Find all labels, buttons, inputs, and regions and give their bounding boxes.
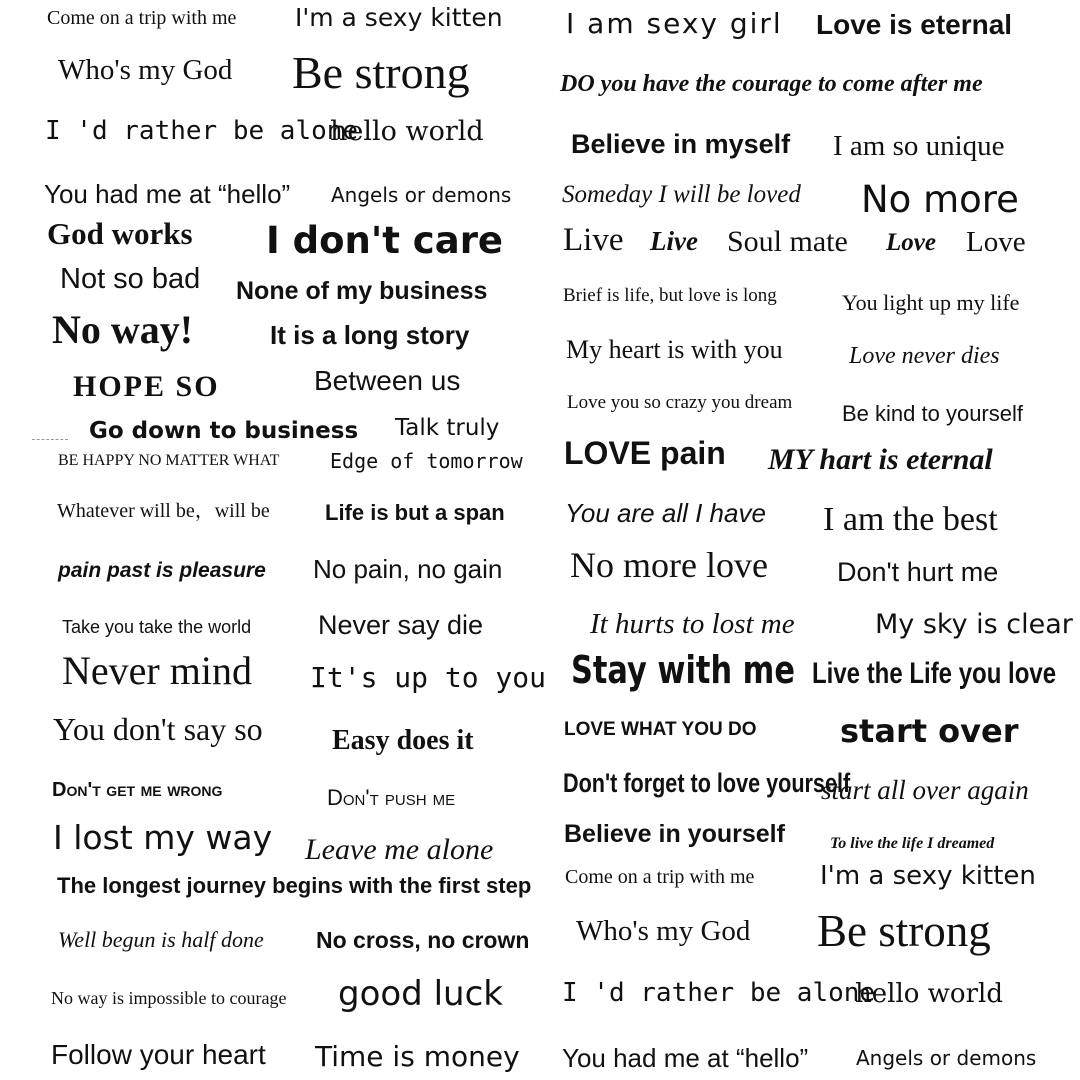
phrase: Talk truly	[395, 415, 500, 441]
phrase: Easy does it	[332, 725, 474, 756]
phrase: Angels or demons	[856, 1046, 1037, 1070]
faint-divider	[32, 439, 68, 440]
phrase: My heart is with you	[566, 335, 783, 364]
phrase: Come on a trip with me	[47, 7, 237, 29]
phrase: To live the life I dreamed	[830, 835, 995, 852]
phrase: I am the best	[823, 501, 998, 538]
phrase: Follow your heart	[51, 1039, 266, 1070]
phrase: good luck	[338, 974, 503, 1014]
phrase: My sky is clear	[875, 609, 1073, 640]
phrase: I 'd rather be alone	[562, 978, 876, 1008]
phrase: Love you so crazy you dream	[567, 392, 793, 413]
phrase: Never say die	[318, 610, 484, 640]
phrase: Take you take the world	[62, 617, 252, 637]
phrase: God works	[47, 216, 193, 251]
phrase: I lost my way	[53, 818, 273, 857]
phrase: You had me at “hello”	[44, 179, 291, 209]
phrase: hello world	[330, 116, 484, 147]
phrase: Don't hurt me	[837, 557, 999, 587]
phrase: start over	[840, 712, 1019, 750]
phrase: Angels or demons	[331, 183, 512, 207]
phrase: Believe in myself	[571, 129, 791, 159]
phrase: Be kind to yourself	[842, 401, 1023, 426]
phrase: I am so unique	[833, 130, 1005, 162]
phrase: No cross, no crown	[316, 927, 530, 953]
phrase: Don't forget to love yourself	[563, 768, 851, 798]
phrase: Never mind	[62, 648, 252, 693]
phrase: BE HAPPY NO MATTER WHAT	[58, 452, 280, 469]
phrase: LOVE WHAT YOU DO	[564, 719, 757, 740]
phrase: No more love	[570, 545, 768, 585]
phrase: Come on a trip with me	[565, 866, 755, 888]
phrase: Love	[966, 226, 1026, 258]
phrase: hello world	[855, 979, 1003, 1009]
phrase: DO you have the courage to come after me	[560, 71, 983, 97]
phrase: It's up to you	[310, 661, 547, 694]
phrase: Someday I will be loved	[562, 181, 801, 208]
phrase: Who's my God	[58, 54, 233, 86]
phrase: Leave me alone	[305, 833, 494, 866]
phrase: None of my business	[236, 277, 488, 305]
phrase: I don't care	[266, 219, 504, 262]
phrase: You light up my life	[842, 290, 1020, 315]
phrase: You are all I have	[565, 498, 766, 528]
phrase: Live	[650, 226, 698, 256]
phrase: Be strong	[292, 47, 470, 98]
phrase: No more	[861, 178, 1019, 221]
phrase: Don't get me wrong	[52, 779, 223, 801]
phrase: Soul mate	[727, 225, 848, 258]
phrase: Love is eternal	[816, 9, 1013, 40]
phrase: No way!	[52, 307, 194, 352]
phrase: MY hart is eternal	[768, 443, 993, 476]
phrase: Who's my God	[576, 915, 751, 947]
phrase: It is a long story	[270, 320, 470, 350]
phrase: I'm a sexy kitten	[820, 861, 1036, 891]
phrase: I 'd rather be alone	[45, 116, 359, 146]
phrase: Life is but a span	[325, 500, 505, 525]
phrase: Live the Life you love	[812, 657, 1057, 690]
phrase: No pain, no gain	[313, 554, 503, 584]
phrase: The longest journey begins with the first step	[57, 873, 532, 898]
phrase: No way is impossible to courage	[51, 988, 287, 1008]
phrase: Love	[886, 229, 936, 256]
phrase: Between us	[314, 365, 461, 396]
phrase: Live	[563, 222, 624, 258]
phrase: start all over again	[821, 775, 1029, 805]
phrase: Brief is life, but love is long	[563, 285, 777, 306]
phrase: Don't push me	[327, 785, 456, 810]
phrase: Stay with me	[571, 648, 795, 692]
phrase: HOPE SO	[73, 370, 220, 403]
phrase: It hurts to lost me	[590, 608, 795, 640]
phrase: Edge of tomorrow	[330, 449, 523, 473]
phrase: I'm a sexy kitten	[295, 3, 503, 32]
phrase: Well begun is half done	[58, 927, 264, 952]
phrase: Time is money	[315, 1040, 520, 1073]
phrase: pain past is pleasure	[58, 559, 266, 582]
phrase: I am sexy girl	[566, 7, 783, 40]
phrase: LOVE pain	[564, 435, 726, 471]
phrase: Be strong	[817, 906, 991, 956]
phrase: You don't say so	[53, 711, 263, 747]
phrase: Not so bad	[60, 263, 201, 295]
phrase: Believe in yourself	[564, 820, 785, 848]
phrase: Love never dies	[849, 343, 1000, 369]
phrase: Whatever will be，will be	[57, 500, 270, 522]
phrase: Go down to business	[89, 418, 359, 444]
phrase: You had me at “hello”	[562, 1043, 809, 1073]
